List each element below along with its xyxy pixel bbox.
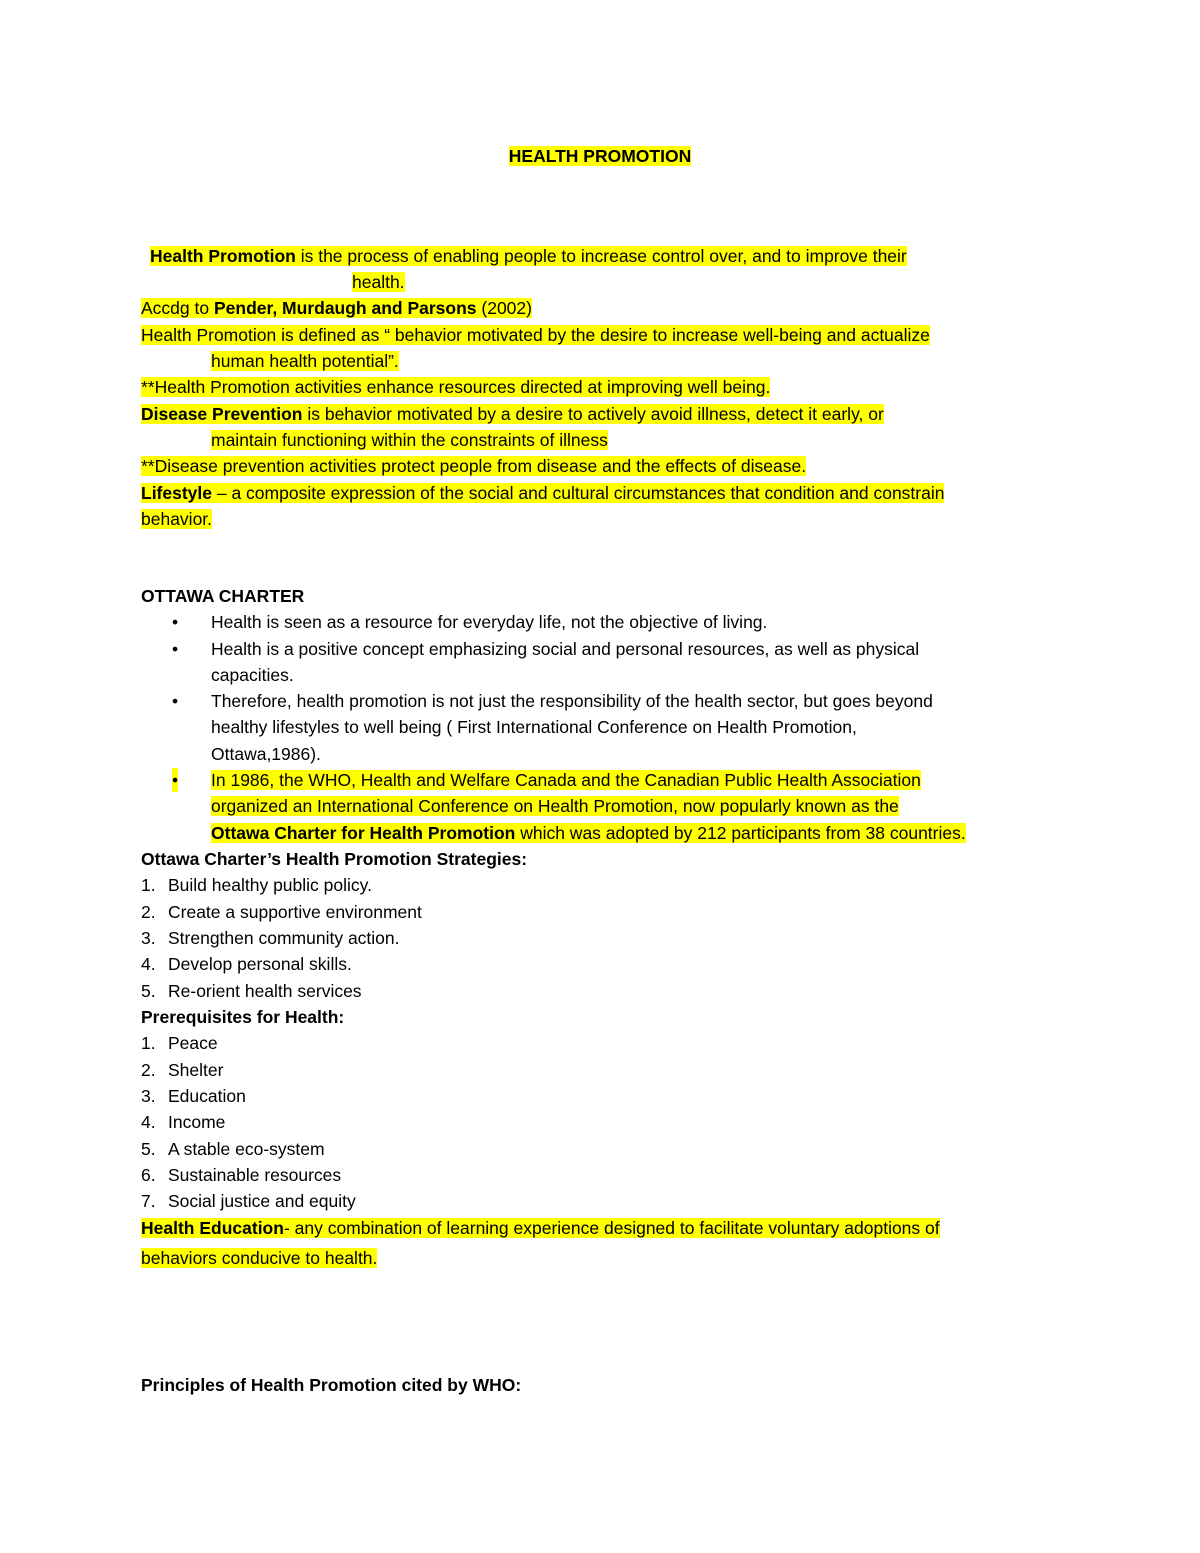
ottawa-bullet-3-line3: Ottawa,1986). xyxy=(211,744,321,764)
prerequisites-heading: Prerequisites for Health: xyxy=(141,1007,345,1027)
ottawa-bullet-1: Health is seen as a resource for everyday life, not the objective of living. xyxy=(211,612,768,632)
list-number: 4. xyxy=(141,1112,156,1132)
prerequisite-item: A stable eco-system xyxy=(168,1139,325,1159)
ottawa-bullet-4-line3: Ottawa Charter for Health Promotion which was adopted by 212 participants from 38 countries. xyxy=(211,823,966,843)
list-number: 2. xyxy=(141,902,156,922)
hp-definition-line1: Health Promotion is the process of enabling people to increase control over, and to improve their xyxy=(150,246,907,266)
strategy-item: Build healthy public policy. xyxy=(168,875,372,895)
hp-defined-line1: Health Promotion is defined as “ behavior motivated by the desire to increase well-being and actualize xyxy=(141,325,930,345)
lifestyle-line2: behavior. xyxy=(141,509,213,529)
list-number: 7. xyxy=(141,1191,156,1211)
ottawa-bullet-4-line2: organized an International Conference on Health Promotion, now popularly known as the xyxy=(211,796,899,816)
ottawa-heading: OTTAWA CHARTER xyxy=(141,586,305,606)
strategy-item: Strengthen community action. xyxy=(168,928,400,948)
ottawa-bullet-3-line1: Therefore, health promotion is not just the responsibility of the health sector, but goes beyond xyxy=(211,691,933,711)
ottawa-bullet-4-line1: In 1986, the WHO, Health and Welfare Canada and the Canadian Public Health Association xyxy=(211,770,921,790)
bullet-icon: • xyxy=(172,639,179,659)
disease-prevention-line1: Disease Prevention is behavior motivated by a desire to actively avoid illness, detect it early, or xyxy=(141,404,884,424)
pender-citation: Accdg to Pender, Murdaugh and Parsons (2002) xyxy=(141,298,532,318)
list-number: 6. xyxy=(141,1165,156,1185)
list-number: 3. xyxy=(141,1086,156,1106)
list-number: 5. xyxy=(141,1139,156,1159)
hp-activities: **Health Promotion activities enhance resources directed at improving well being. xyxy=(141,377,771,397)
health-education-line1: Health Education- any combination of learning experience designed to facilitate voluntary adoptions of xyxy=(141,1218,940,1238)
hp-definition-line2: health. xyxy=(352,272,405,292)
principles-heading: Principles of Health Promotion cited by WHO: xyxy=(141,1375,522,1395)
list-number: 1. xyxy=(141,875,156,895)
list-number: 4. xyxy=(141,954,156,974)
prerequisite-item: Social justice and equity xyxy=(168,1191,356,1211)
strategy-item: Create a supportive environment xyxy=(168,902,422,922)
list-number: 1. xyxy=(141,1033,156,1053)
list-number: 2. xyxy=(141,1060,156,1080)
bullet-icon: • xyxy=(172,691,179,711)
list-number: 5. xyxy=(141,981,156,1001)
bullet-icon: • xyxy=(172,770,179,790)
page-title: HEALTH PROMOTION xyxy=(508,146,692,166)
prerequisite-item: Education xyxy=(168,1086,246,1106)
dp-activities: **Disease prevention activities protect people from disease and the effects of disease. xyxy=(141,456,807,476)
prerequisite-item: Sustainable resources xyxy=(168,1165,342,1185)
strategy-item: Develop personal skills. xyxy=(168,954,352,974)
strategy-item: Re-orient health services xyxy=(168,981,362,1001)
ottawa-bullet-2-line2: capacities. xyxy=(211,665,294,685)
lifestyle-line1: Lifestyle – a composite expression of the social and cultural circumstances that condition and constrain xyxy=(141,483,945,503)
hp-defined-line2: human health potential”. xyxy=(211,351,399,371)
strategies-heading: Ottawa Charter’s Health Promotion Strategies: xyxy=(141,849,528,869)
prerequisite-item: Shelter xyxy=(168,1060,224,1080)
prerequisite-item: Income xyxy=(168,1112,226,1132)
health-education-line2: behaviors conducive to health. xyxy=(141,1248,378,1268)
list-number: 3. xyxy=(141,928,156,948)
bullet-icon: • xyxy=(172,612,179,632)
disease-prevention-line2: maintain functioning within the constraints of illness xyxy=(211,430,608,450)
ottawa-bullet-3-line2: healthy lifestyles to well being ( First International Conference on Health Promotion, xyxy=(211,717,857,737)
prerequisite-item: Peace xyxy=(168,1033,218,1053)
ottawa-bullet-2-line1: Health is a positive concept emphasizing social and personal resources, as well as physical xyxy=(211,639,920,659)
